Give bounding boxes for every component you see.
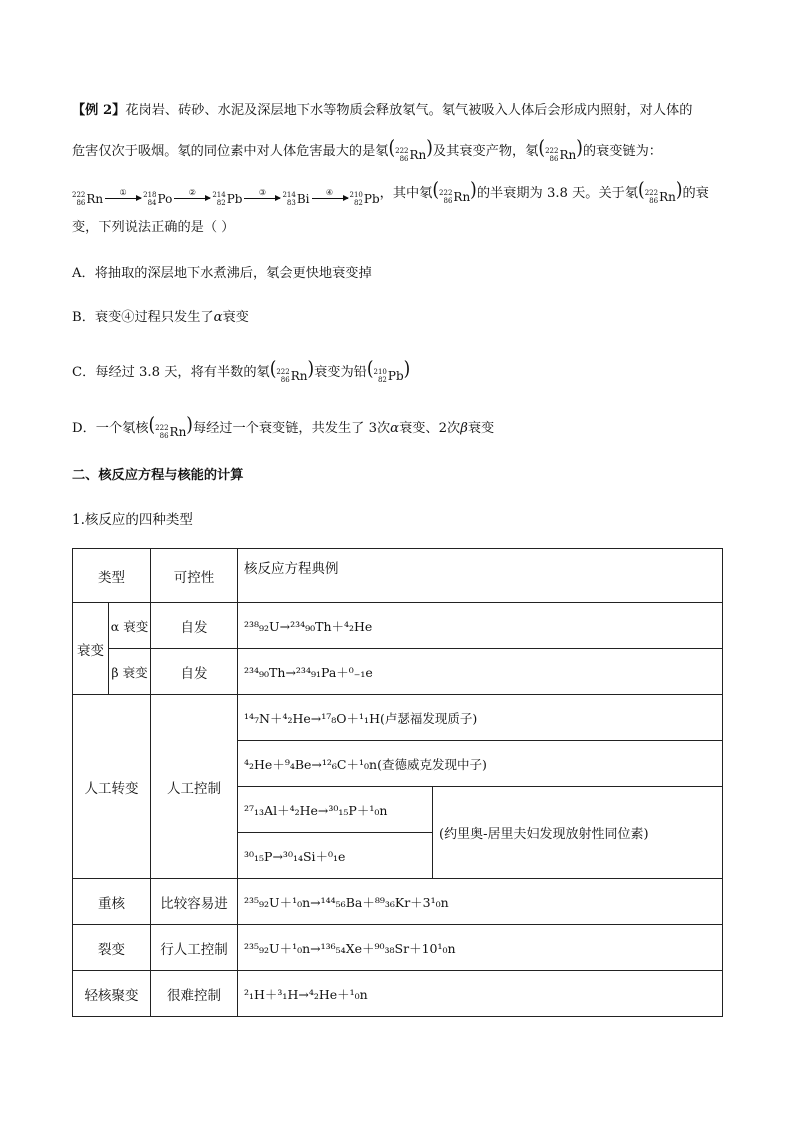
radon-nuclide: ( 222 86 Rn ) (538, 136, 583, 163)
table-row (73, 925, 723, 971)
radon-nuclide: ( 222 86 Rn ) (148, 413, 193, 440)
eq-fission-2: ²³⁵₉₂U＋¹₀n→¹³⁶₅₄Xe＋⁹⁰₃₈Sr＋10¹₀n (238, 925, 723, 971)
eq-beta: ²³⁴₉₀Th→²³⁴₉₁Pa＋⁰₋₁e (238, 649, 723, 695)
cell-decay: 衰变 (73, 603, 109, 695)
cell-artificial-control: 人工控制 (151, 695, 238, 879)
radon-nuclide: ( 222 86 Rn ) (638, 178, 683, 205)
eq-nitrogen: ¹⁴₇N＋⁴₂He→¹⁷₈O＋¹₁H(卢瑟福发现质子) (238, 695, 723, 741)
decay-arrow-4: ④ (312, 189, 348, 199)
nuclide-pb-214: 214 82 Pb (212, 191, 243, 207)
decay-arrow-1: ① (105, 189, 141, 199)
cell-curie-note: (约里奥-居里夫妇发现放射性同位素) (433, 787, 723, 879)
radon-nuclide: ( 222 86 Rn ) (432, 178, 477, 205)
cell-alpha-decay: α 衰变 (109, 603, 151, 649)
decay-arrow-2: ② (174, 189, 210, 199)
cell-artificial: 人工转变 (73, 695, 151, 879)
nuclear-reaction-table (72, 548, 723, 1017)
table-row (73, 549, 723, 603)
nuclide-bi: 214 83 Bi (282, 191, 310, 207)
table-row (73, 879, 723, 925)
eq-phosphorus: ³⁰₁₅P→³⁰₁₄Si＋⁰₁e (238, 833, 433, 879)
eq-beryllium: ⁴₂He＋⁹₄Be→¹²₆C＋¹₀n(查德威克发现中子) (238, 741, 723, 787)
example-line-2: 危害仅次于吸烟。氡的同位素中对人体危害最大的是氡( 222 86 Rn )及其衰变产物，氡( 222 86 Rn )的衰变链为： (72, 136, 662, 163)
example-line-1: 【例 2】花岗岩、砖砂、水泥及深层地下水等物质会释放氡气。氡气被吸入人体后会形成内照射，对人体的 (72, 103, 693, 118)
eq-aluminum: ²⁷₁₃Al＋⁴₂He→³⁰₁₅P＋¹₀n (238, 787, 433, 833)
cell-fission-control-2: 行人工控制 (151, 925, 238, 971)
cell-spontaneous: 自发 (151, 603, 238, 649)
header-equation: 核反应方程典例 (238, 549, 723, 603)
eq-fission-1: ²³⁵₉₂U＋¹₀n→¹⁴⁴₅₆Ba＋⁸⁹₃₆Kr＋3¹₀n (238, 879, 723, 925)
nuclide-pb-210: 210 82 Pb (349, 191, 380, 207)
option-b: B．衰变④过程只发生了α衰变 (72, 310, 249, 325)
cell-fission-2: 裂变 (73, 925, 151, 971)
header-type: 类型 (73, 549, 151, 603)
option-c: C．每经过 3.8 天，将有半数的氡( 222 86 Rn )衰变为铅( 210 82 Pb ) (72, 357, 411, 384)
cell-fission-1: 重核 (73, 879, 151, 925)
option-d: D．一个氡核( 222 86 Rn )每经过一个衰变链，共发生了 3次α衰变、2次β衰变 (72, 413, 495, 440)
cell-fission-control-1: 比较容易进 (151, 879, 238, 925)
table-row (73, 603, 723, 649)
cell-fusion: 轻核聚变 (73, 971, 151, 1017)
radon-nuclide: ( 222 86 Rn ) (388, 136, 433, 163)
eq-alpha: ²³⁸₉₂U→²³⁴₉₀Th＋⁴₂He (238, 603, 723, 649)
decay-chain-line: 222 86 Rn ① 218 84 Po ② 214 82 Pb ③ 214 83 Bi ④ 210 82 Pb ，其中氡( 222 86 Rn )的半衰期为 3.8 天。关于氡( 222 86 Rn )的衰 (72, 178, 709, 207)
option-a: A．将抽取的深层地下水煮沸后，氡会更快地衰变掉 (72, 266, 372, 281)
cell-beta-decay: β 衰变 (109, 649, 151, 695)
example-line-4: 变，下列说法正确的是（ ） (72, 220, 235, 235)
eq-fusion: ²₁H＋³₁H→⁴₂He＋¹₀n (238, 971, 723, 1017)
table-row (73, 649, 723, 695)
header-control: 可控性 (151, 549, 238, 603)
cell-fusion-control: 很难控制 (151, 971, 238, 1017)
example-tag: 【例 2】 (72, 103, 126, 118)
cell-spontaneous: 自发 (151, 649, 238, 695)
lead-nuclide: ( 210 82 Pb ) (366, 357, 411, 384)
section-heading: 二、核反应方程与核能的计算 (72, 468, 244, 483)
decay-arrow-3: ③ (244, 189, 280, 199)
table-row (73, 971, 723, 1017)
subsection-heading: 1.核反应的四种类型 (72, 512, 193, 528)
radon-nuclide: ( 222 86 Rn ) (269, 357, 315, 384)
nuclide-rn: 222 86 Rn (72, 191, 104, 207)
table-row (73, 695, 723, 741)
nuclide-po: 218 84 Po (143, 191, 173, 207)
